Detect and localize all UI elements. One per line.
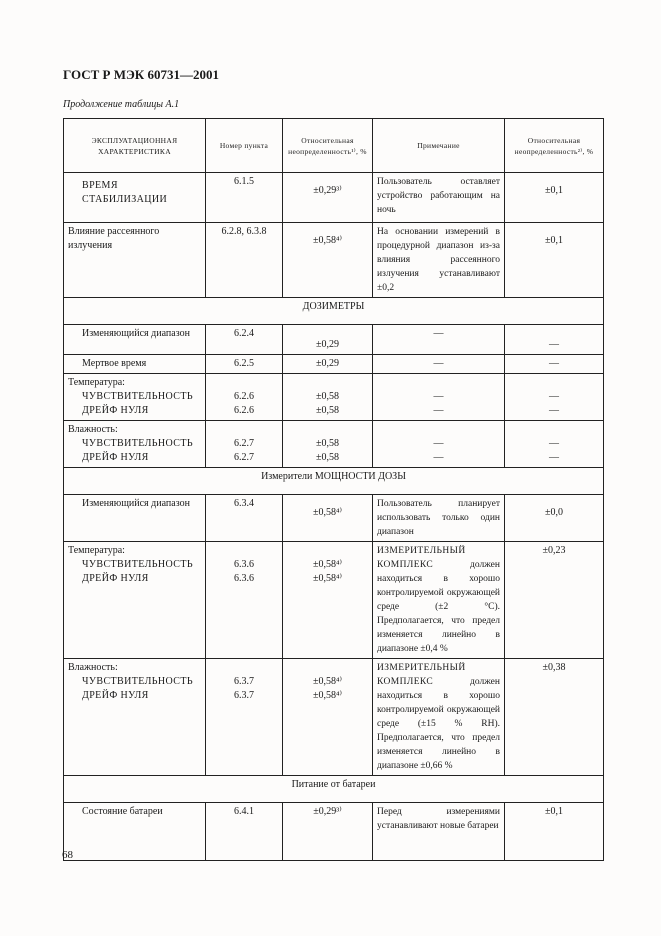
cell-uncertainty-1: ±0,29³⁾ (283, 803, 373, 861)
cell-uncertainty-2: — — (505, 421, 604, 468)
cell-note: ИЗМЕРИТЕЛЬНЫЙ КОМПЛЕКС должен находиться в хорошо контролируемой окружающей среде (±2 °С). Предполагается, что предел изменяется линейно в диапазоне ±0,4 % (373, 542, 505, 659)
cell-item-number: 6.2.7 6.2.7 (206, 421, 283, 468)
cell-uncertainty-2: ±0,38 (505, 659, 604, 776)
cell-uncertainty-2: ±0,1 (505, 173, 604, 223)
cell-note: — (373, 325, 505, 355)
cell-uncertainty-1: ±0,29 (283, 325, 373, 355)
cell-item-number: 6.4.1 (206, 803, 283, 861)
cell-note: — (373, 355, 505, 374)
table-row (64, 325, 604, 355)
header-uncertainty-1: Относительная неопределенность¹⁾, % (283, 119, 373, 173)
cell-uncertainty-1: ±0,58 ±0,58 (283, 421, 373, 468)
page-number: 68 (62, 849, 73, 861)
table-row (64, 173, 604, 223)
cell-characteristic: Мертвое время (64, 355, 206, 374)
cell-uncertainty-2: ±0,23 (505, 542, 604, 659)
characteristics-table (63, 118, 604, 861)
document-title: ГОСТ Р МЭК 60731—2001 (63, 67, 219, 82)
cell-note: — — (373, 421, 505, 468)
cell-uncertainty-2: ±0,1 (505, 803, 604, 861)
cell-characteristic: Изменяющийся диапазон (64, 325, 206, 355)
cell-uncertainty-2: ±0,0 (505, 495, 604, 542)
cell-note: Перед измерениями устанавливают новые батареи (373, 803, 505, 861)
cell-uncertainty-2: ±0,1 (505, 223, 604, 298)
cell-item-number: 6.1.5 (206, 173, 283, 223)
table-row (64, 355, 604, 374)
cell-note: — — (373, 374, 505, 421)
cell-note: На основании измерений в процедурной диапазон из-за влияния рассеянного излучения устанавливают ±0,2 (373, 223, 505, 298)
table-row (64, 803, 604, 861)
cell-uncertainty-2: — — (505, 374, 604, 421)
table-row (64, 659, 604, 776)
cell-uncertainty-1: ±0,58 ±0,58 (283, 374, 373, 421)
cell-characteristic: Влажность: ЧУВСТВИТЕЛЬНОСТЬ ДРЕЙФ НУЛЯ (64, 421, 206, 468)
table-row (64, 421, 604, 468)
cell-note: ИЗМЕРИТЕЛЬНЫЙ КОМПЛЕКС должен находиться в хорошо контролируемой окружающей среде (±15 % RH). Предполагается, что предел изменяется линейно в диапазоне ±0,66 % (373, 659, 505, 776)
cell-note: Пользователь оставляет устройство работающим на ночь (373, 173, 505, 223)
header-note: Примечание (373, 119, 505, 173)
cell-characteristic: ВРЕМЯ СТАБИЛИЗАЦИИ (64, 173, 206, 223)
header-characteristic: ЭКСПЛУАТАЦИОННАЯ ХАРАКТЕРИСТИКА (64, 119, 206, 173)
table-row (64, 495, 604, 542)
header-uncertainty-2: Относительная неопределенность²⁾, % (505, 119, 604, 173)
cell-uncertainty-1: ±0,58⁴⁾ (283, 223, 373, 298)
table-row (64, 223, 604, 298)
section-row (64, 776, 604, 803)
cell-item-number: 6.2.5 (206, 355, 283, 374)
table-row (64, 374, 604, 421)
cell-item-number: 6.3.6 6.3.6 (206, 542, 283, 659)
cell-characteristic: Состояние батареи (64, 803, 206, 861)
cell-uncertainty-2: — (505, 355, 604, 374)
cell-item-number: 6.3.7 6.3.7 (206, 659, 283, 776)
section-dosimeters: ДОЗИМЕТРЫ (64, 298, 604, 325)
cell-uncertainty-1: ±0,58⁴⁾ (283, 495, 373, 542)
section-battery-power: Питание от батареи (64, 776, 604, 803)
cell-characteristic: Температура: ЧУВСТВИТЕЛЬНОСТЬ ДРЕЙФ НУЛЯ (64, 374, 206, 421)
cell-item-number: 6.3.4 (206, 495, 283, 542)
cell-characteristic: Влажность: ЧУВСТВИТЕЛЬНОСТЬ ДРЕЙФ НУЛЯ (64, 659, 206, 776)
cell-uncertainty-1: ±0,29 (283, 355, 373, 374)
cell-characteristic: Температура: ЧУВСТВИТЕЛЬНОСТЬ ДРЕЙФ НУЛЯ (64, 542, 206, 659)
table-row (64, 542, 604, 659)
cell-uncertainty-1: ±0,58⁴⁾ ±0,58⁴⁾ (283, 659, 373, 776)
section-dose-rate-meters: Измерители МОЩНОСТИ ДОЗЫ (64, 468, 604, 495)
cell-uncertainty-1: ±0,29³⁾ (283, 173, 373, 223)
cell-uncertainty-1: ±0,58⁴⁾ ±0,58⁴⁾ (283, 542, 373, 659)
cell-characteristic: Влияние рассеянного излучения (64, 223, 206, 298)
section-row (64, 298, 604, 325)
header-item-number: Номер пункта (206, 119, 283, 173)
cell-item-number: 6.2.8, 6.3.8 (206, 223, 283, 298)
cell-note: Пользователь планирует использовать только один диапазон (373, 495, 505, 542)
cell-characteristic: Изменяющийся диапазон (64, 495, 206, 542)
cell-item-number: 6.2.4 (206, 325, 283, 355)
cell-item-number: 6.2.6 6.2.6 (206, 374, 283, 421)
cell-uncertainty-2: — (505, 325, 604, 355)
table-continuation-label: Продолжение таблицы А.1 (63, 99, 180, 110)
section-row (64, 468, 604, 495)
table-header-row (64, 119, 604, 173)
